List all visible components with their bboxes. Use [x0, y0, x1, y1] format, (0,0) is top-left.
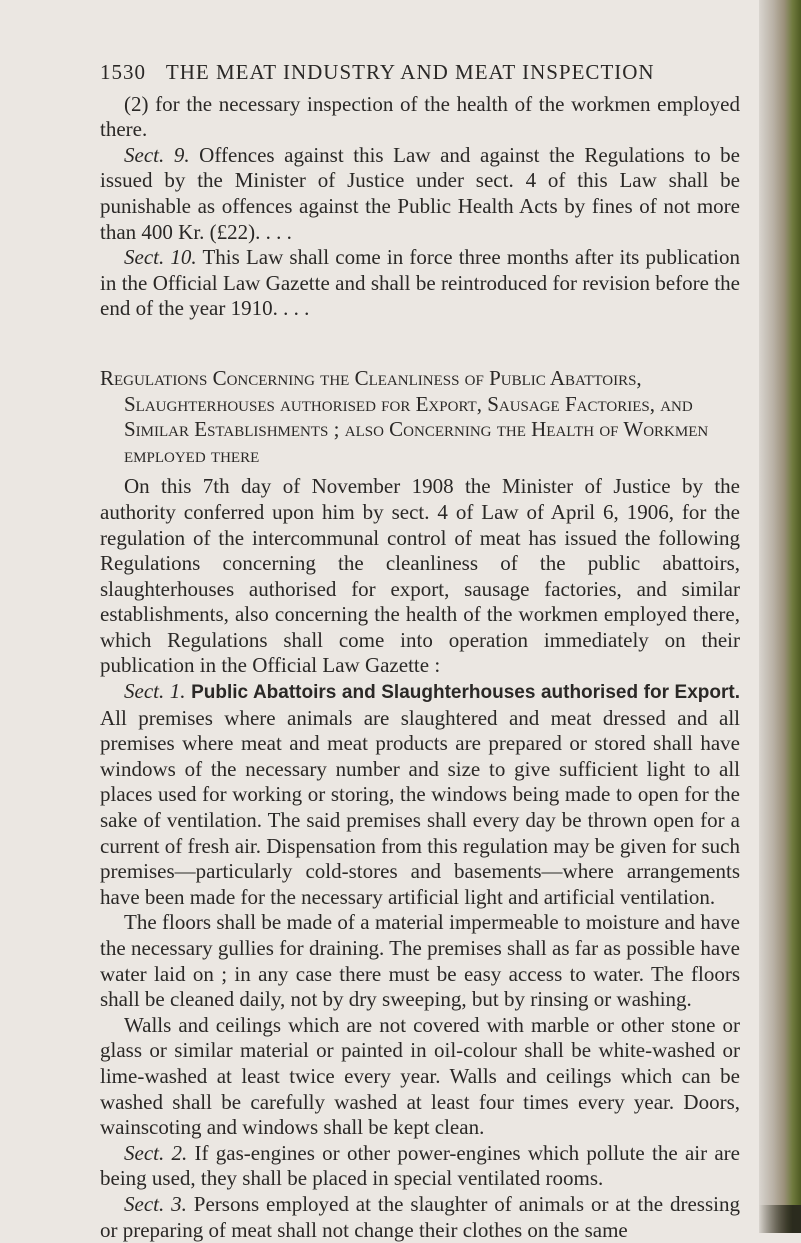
paragraph-item-2: (2) for the necessary inspection of the health of the workmen employed there. — [100, 91, 740, 142]
regulations-title — [100, 366, 740, 468]
book-spine-shadow — [759, 1205, 801, 1233]
paragraph-sect-10 — [100, 245, 740, 322]
section-label: Sect. 9. — [124, 142, 190, 167]
page-number: 1530 — [100, 60, 146, 84]
paragraph-floors: The floors shall be made of a material impermeable to moisture and have the necessary gullies for draining. The premises shall as far as possible have water laid on ; in any case there must be easy access to water. The floors shall be cleaned daily, not by dry sweeping, but by rinsing or washing. — [100, 910, 740, 1012]
paragraph-sect-9 — [100, 143, 740, 245]
regulations-title-rest: Slaughterhouses authorised for Export, Sausage Factories, and Similar Establishments ; also Concerning the Health of Workmen employed there — [124, 391, 709, 467]
section-label: Sect. 10. — [124, 245, 197, 270]
paragraph-preamble: On this 7th day of November 1908 the Minister of Justice by the authority conferred upon him by sect. 4 of Law of April 6, 1906, for the regulation of the intercommunal control of meat has issued the following Regulations concerning the cleanliness of the public abattoirs, slaughterhouses authorised for export, sausage factories, and similar establishments, also concerning the health of the workmen employed there, which Regulations shall come into operation immediately on their publication in the Official Law Gazette : — [100, 474, 740, 678]
running-title: THE MEAT INDUSTRY AND MEAT INSPECTION — [165, 60, 655, 84]
section-label: Sect. 3. — [124, 1191, 187, 1216]
running-header — [100, 60, 740, 86]
section-text: If gas-engines or other power-engines which pollute the air are being used, they shall be placed in special ventilated rooms. — [100, 1140, 740, 1191]
paragraph-sect-1 — [100, 679, 740, 910]
paragraph-walls: Walls and ceilings which are not covered with marble or other stone or glass or similar material or painted in oil-colour shall be white-washed or lime-washed at least twice every year. Walls and ceilings which can be washed shall be carefully washed at least four times every year. Doors, wainscoting and windows shall be kept clean. — [100, 1012, 740, 1140]
paragraph-sect-3 — [100, 1192, 740, 1243]
section-text: This Law shall come in force three months after its publication in the Official Law Gazette and shall be reintroduced for revision before the end of the year 1910. . . . — [100, 245, 740, 321]
section-text: Persons employed at the slaughter of animals or at the dressing or preparing of meat shall not change their clothes on the same — [100, 1191, 740, 1242]
regulations-title-line1: Regulations Concerning the Cleanliness of Public Abattoirs, — [100, 365, 642, 390]
section-label: Sect. 1. — [124, 679, 186, 704]
paragraph-sect-2 — [100, 1141, 740, 1192]
section-label: Sect. 2. — [124, 1140, 188, 1165]
page-text-block — [100, 60, 740, 1243]
section-heading: Public Abattoirs and Slaughterhouses authorised for Export. — [185, 682, 740, 704]
section-text: All premises where animals are slaughtered and meat dressed and all premises where meat and meat products are prepared or stored shall have windows of the necessary number and size to give sufficient light to all places used for working or storing, the windows being made to open for the sake of ventilation. The said premises shall every day be thrown open for a current of fresh air. Dispensation from this regulation may be given for such premises—particularly cold-stores and basements—where arrangements have been made for the necessary artificial light and artificial ventilation. — [100, 705, 740, 909]
book-spine-edge — [759, 0, 801, 1233]
section-text: Offences against this Law and against the Regulations to be issued by the Minister of Justice under sect. 4 of this Law shall be punishable as offences against the Public Health Acts by fines of not more than 400 Kr. (£22). . . . — [100, 142, 740, 244]
